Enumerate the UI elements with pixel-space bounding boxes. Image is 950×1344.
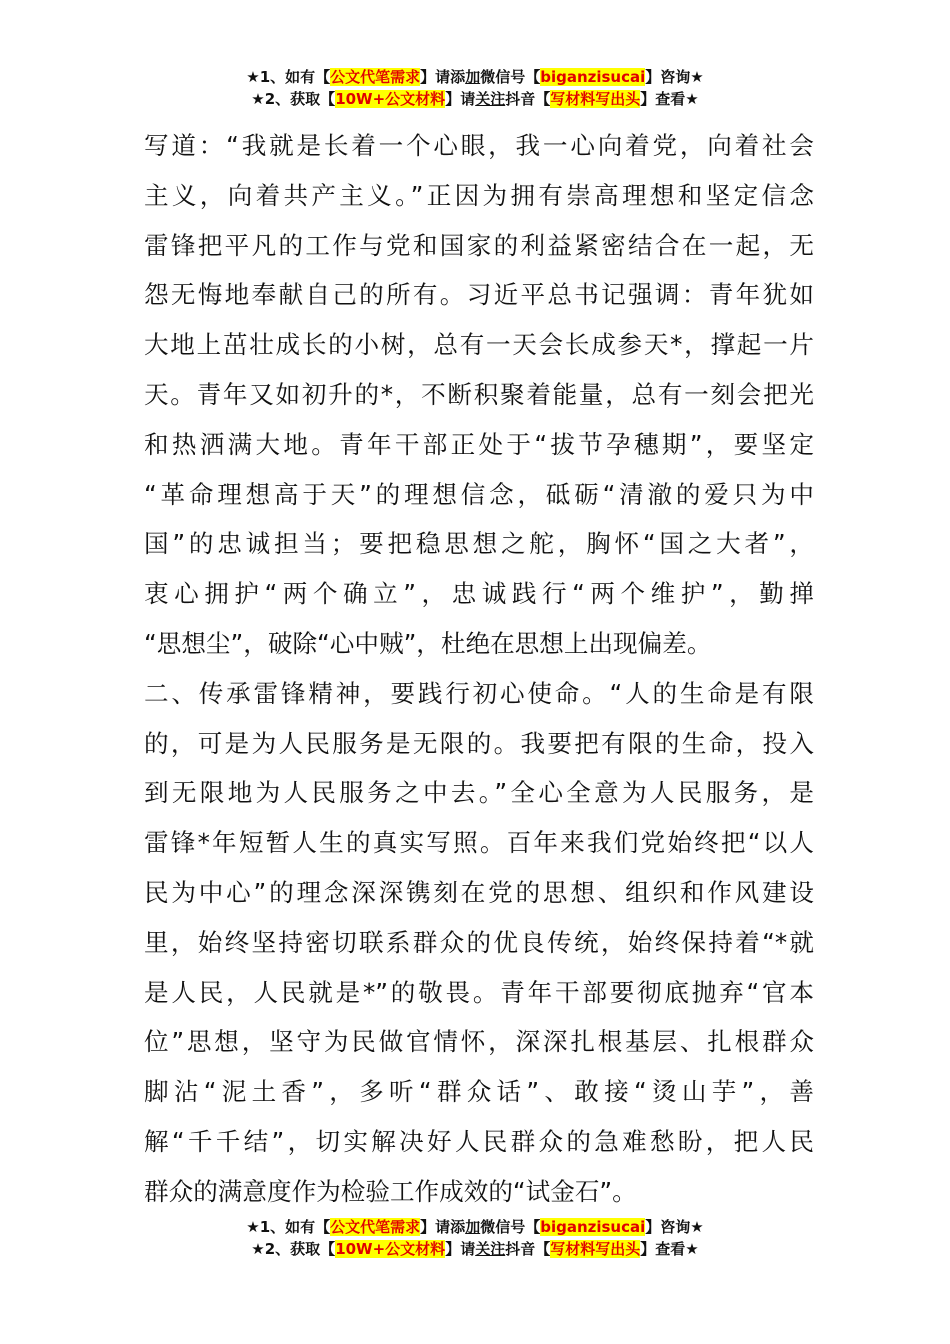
wechat-id-highlight: biganzisucai: [540, 68, 646, 86]
text-line: 里，始终坚持密切联系群众的优良传统，始终保持着“*就: [144, 927, 814, 957]
banner-line-1: [0, 1216, 950, 1238]
text-line: 解“千千结”，切实解决好人民群众的急难愁盼，把人民: [144, 1126, 814, 1156]
underlined-text: 加: [465, 1218, 481, 1236]
star-icon: ★: [251, 1240, 265, 1258]
text-line: 雷锋*年短暂人生的真实写照。百年来我们党始终把“以人: [144, 828, 814, 858]
douyin-highlight: 写材料写出头: [550, 1240, 641, 1258]
banner-line-2: [0, 88, 950, 110]
highlight-text: 公文代笔需求: [330, 1218, 421, 1236]
banner-text: 】查看★: [640, 90, 699, 108]
text-line: 和热洒满大地。青年干部正处于“拔节孕穗期”，要坚定: [144, 429, 814, 459]
text-line: 位”思想，坚守为民做官情怀，深深扎根基层、扎根群众: [144, 1027, 814, 1057]
header-banner: [0, 66, 950, 110]
text-line: 民为中心”的理念深深镌刻在党的思想、组织和作风建设: [144, 877, 814, 907]
banner-text: 】请添: [420, 68, 466, 86]
text-line: 二、传承雷锋精神，要践行初心使命。“人的生命是有限: [144, 678, 814, 708]
banner-text: 】查看★: [640, 1240, 699, 1258]
star-icon: ★: [251, 90, 265, 108]
banner-text: 】请: [445, 1240, 476, 1258]
banner-text: 1、如有【: [259, 68, 331, 86]
text-line: 衷心拥护“两个确立”，忠诚践行“两个维护”，勤掸: [144, 579, 814, 609]
text-line: 的，可是为人民服务是无限的。我要把有限的生命，投入: [144, 728, 814, 758]
text-line: 是人民，人民就是*”的敬畏。青年干部要彻底抛弃“官本: [144, 977, 814, 1007]
text-line: 主义，向着共产主义。”正因为拥有崇高理想和坚定信念: [144, 180, 814, 210]
banner-text: 2、获取【: [264, 90, 336, 108]
wechat-id-highlight: biganzisucai: [540, 1218, 646, 1236]
underlined-text: 关注: [475, 90, 506, 108]
banner-text: 2、获取【: [264, 1240, 336, 1258]
footer-banner: [0, 1216, 950, 1260]
banner-text: 】请添: [420, 1218, 466, 1236]
star-icon: ★: [246, 68, 260, 86]
text-line: 天。青年又如初升的*，不断积聚着能量，总有一刻会把光: [144, 379, 814, 409]
banner-text: 】咨询★: [645, 68, 704, 86]
banner-text: 】咨询★: [645, 1218, 704, 1236]
text-line: 到无限地为人民服务之中去。”全心全意为人民服务，是: [144, 778, 814, 808]
text-line: 脚沾“泥土香”，多听“群众话”、敢接“烫山芋”，善: [144, 1077, 814, 1107]
highlight-text: 10W+公文材料: [335, 90, 446, 108]
banner-text: 】请: [445, 90, 476, 108]
banner-text: 1、如有【: [259, 1218, 331, 1236]
text-line: 写道：“我就是长着一个心眼，我一心向着党，向着社会: [144, 131, 814, 160]
text-line: “思想尘”，破除“心中贼”，杜绝在思想上出现偏差。: [144, 628, 712, 658]
douyin-highlight: 写材料写出头: [550, 90, 641, 108]
banner-line-2: [0, 1238, 950, 1260]
banner-text: 微信号【: [480, 1218, 541, 1236]
text-line: “革命理想高于天”的理想信念，砥砺“清澈的爱只为中: [144, 479, 814, 509]
banner-text: 微信号【: [480, 68, 541, 86]
text-line: 国”的忠诚担当；要把稳思想之舵，胸怀“国之大者”，: [144, 529, 814, 559]
banner-line-1: [0, 66, 950, 88]
banner-text: 抖音【: [505, 90, 551, 108]
document-body: [144, 121, 814, 1217]
star-icon: ★: [246, 1218, 260, 1236]
text-line: 群众的满意度作为检验工作成效的“试金石”。: [144, 1176, 637, 1206]
text-line: 大地上茁壮成长的小树，总有一天会长成参天*，撑起一片: [144, 330, 814, 360]
text-line: 雷锋把平凡的工作与党和国家的利益紧密结合在一起，无: [144, 230, 814, 260]
highlight-text: 10W+公文材料: [335, 1240, 446, 1258]
highlight-text: 公文代笔需求: [330, 68, 421, 86]
underlined-text: 关注: [475, 1240, 506, 1258]
underlined-text: 加: [465, 68, 481, 86]
banner-text: 抖音【: [505, 1240, 551, 1258]
text-line: 怨无悔地奉献自己的所有。习近平总书记强调：青年犹如: [144, 280, 814, 310]
